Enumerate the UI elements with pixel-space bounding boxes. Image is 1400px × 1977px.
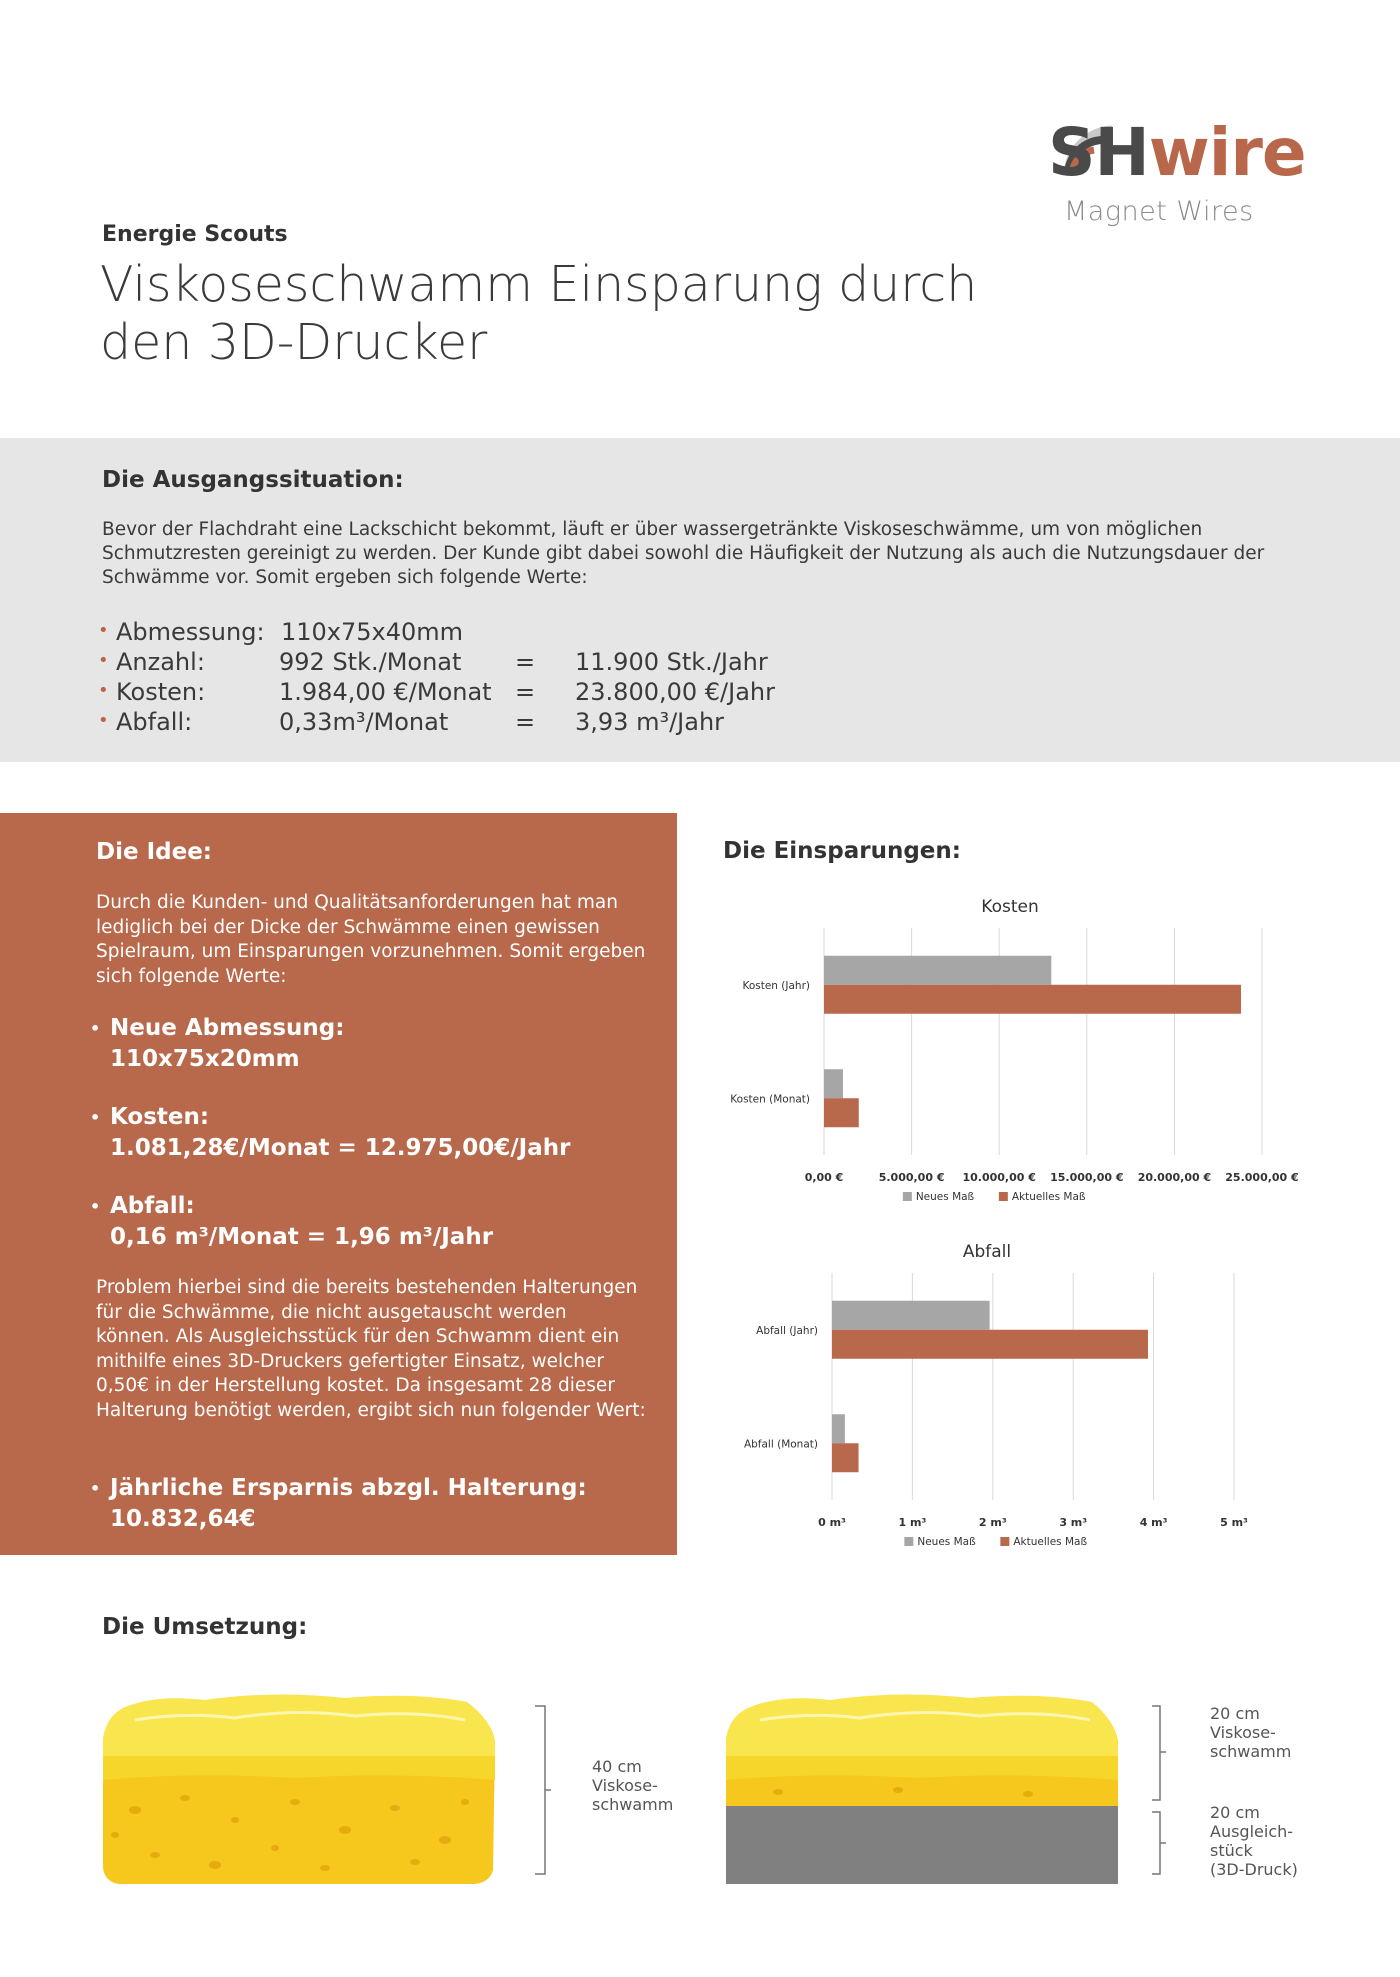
legend-label: Aktuelles Maß bbox=[1011, 1191, 1086, 1203]
bullet-icon: • bbox=[98, 680, 109, 701]
idee-bullet: • Neue Abmessung: 110x75x20mm bbox=[90, 1015, 345, 1072]
kicker: Energie Scouts bbox=[102, 222, 288, 247]
legend-swatch bbox=[1000, 1537, 1009, 1546]
x-tick-label: 2 m³ bbox=[978, 1516, 1007, 1529]
bullet-icon: • bbox=[98, 620, 109, 641]
idee-heading: Die Idee: bbox=[96, 839, 212, 865]
bracket-40cm bbox=[525, 1700, 585, 1880]
row-yearly: 3,93 m³/Jahr bbox=[575, 708, 725, 736]
row-label: Abmessung: bbox=[116, 618, 265, 646]
idee-bullet: • Jährliche Ersparnis abzgl. Halterung: 10.832,64€ bbox=[90, 1475, 587, 1532]
category-label: Kosten (Monat) bbox=[730, 1093, 810, 1106]
x-tick-label: 20.000,00 € bbox=[1137, 1171, 1212, 1184]
bar-aktuelles-mass bbox=[832, 1330, 1148, 1359]
bar-neues-mass bbox=[832, 1414, 845, 1443]
row-monthly: 992 Stk./Monat bbox=[279, 648, 462, 676]
x-tick-label: 3 m³ bbox=[1059, 1516, 1088, 1529]
bar-aktuelles-mass bbox=[824, 1098, 859, 1127]
bar-neues-mass bbox=[824, 956, 1051, 985]
legend-label: Neues Maß bbox=[917, 1536, 976, 1548]
row-monthly: 0,33m³/Monat bbox=[279, 708, 449, 736]
bullet-icon: • bbox=[90, 1197, 101, 1216]
idee-intro: Durch die Kunden- und Qualitätsanforderungen hat man lediglich bei der Dicke der Schwämme einen gewissen Spielraum, um Einsparungen vorzunehmen. Somit ergeben sich folgende Werte: bbox=[96, 892, 646, 987]
bullet-icon: • bbox=[90, 1479, 101, 1498]
bar-aktuelles-mass bbox=[832, 1443, 859, 1472]
sponge-20cm-with-insert bbox=[718, 1690, 1138, 1890]
x-tick-label: 5.000,00 € bbox=[878, 1171, 945, 1184]
x-tick-label: 10.000,00 € bbox=[962, 1171, 1036, 1184]
row-yearly: 23.800,00 €/Jahr bbox=[575, 678, 775, 706]
kosten-chart bbox=[700, 880, 1320, 1210]
logo-wire: wire bbox=[1148, 114, 1306, 191]
umsetzung-heading: Die Umsetzung: bbox=[102, 1614, 308, 1640]
bar-neues-mass bbox=[824, 1069, 843, 1098]
bullet-icon: • bbox=[98, 710, 109, 731]
row-equals: = bbox=[515, 708, 536, 736]
legend-label: Neues Maß bbox=[915, 1191, 975, 1203]
legend-swatch bbox=[999, 1192, 1008, 1201]
bar-aktuelles-mass bbox=[824, 985, 1241, 1014]
category-label: Abfall (Monat) bbox=[743, 1438, 818, 1451]
label-20cm-sponge: 20 cm Viskose- schwamm bbox=[1210, 1704, 1292, 1761]
idee-bullet: • Abfall: 0,16 m³/Monat = 1,96 m³/Jahr bbox=[90, 1193, 494, 1250]
category-label: Kosten (Jahr) bbox=[742, 979, 810, 992]
row-equals: = bbox=[515, 678, 536, 706]
legend-swatch bbox=[903, 1192, 912, 1201]
x-tick-label: 0 m³ bbox=[818, 1516, 846, 1529]
label-20cm-insert: 20 cm Ausgleich- stück (3D-Druck) bbox=[1210, 1803, 1298, 1879]
idee-bullet: • Kosten: 1.081,28€/Monat = 12.975,00€/Jahr bbox=[90, 1104, 571, 1161]
idee-problem: Problem hierbei sind die bereits bestehenden Halterungen für die Schwämme, die nicht ausgetauscht werden können. Als Ausgleichsstück für den Schwamm dient ein mithilfe eines 3D-Druckers gefertigter Einsatz, welcher 0,50€ in der Herstellung kostet. Da insgesamt 28 dieser Halterung benötigt werden, ergibt sich nun folgender Wert: bbox=[96, 1277, 646, 1421]
row-equals: = bbox=[515, 648, 536, 676]
ausgang-text: Bevor der Flachdraht eine Lackschicht bekommt, läuft er über wassergetränkte Viskoseschwämme, um von möglichen Schmutzresten gereinigt zu werden. Der Kunde gibt dabei sowohl die Häufigkeit der Nutzung als auch die Nutzungsdauer der Schwämme vor. Somit ergeben sich folgende Werte: bbox=[102, 519, 1265, 588]
title-line-2: den 3D-Drucker bbox=[100, 314, 488, 371]
x-tick-label: 5 m³ bbox=[1220, 1516, 1248, 1529]
x-tick-label: 25.000,00 € bbox=[1225, 1171, 1299, 1184]
row-label: Abfall: bbox=[116, 708, 193, 736]
logo-subtitle: Magnet Wires bbox=[1064, 196, 1254, 227]
row-label: Kosten: bbox=[116, 678, 206, 706]
sponge-40cm bbox=[95, 1690, 515, 1890]
bullet-icon: • bbox=[98, 650, 109, 671]
x-tick-label: 1 m³ bbox=[898, 1516, 927, 1529]
page-title bbox=[100, 256, 1000, 372]
row-monthly: 1.984,00 €/Monat bbox=[279, 678, 492, 706]
ausgang-heading: Die Ausgangssituation: bbox=[102, 467, 404, 493]
einsparungen-heading: Die Einsparungen: bbox=[723, 838, 961, 864]
legend-label: Aktuelles Maß bbox=[1013, 1536, 1088, 1548]
row-yearly: 11.900 Stk./Jahr bbox=[575, 648, 768, 676]
idee-panel bbox=[0, 813, 677, 1555]
logo-wordmark bbox=[1048, 114, 1306, 191]
row-monthly: 110x75x40mm bbox=[281, 618, 464, 646]
category-label: Abfall (Jahr) bbox=[756, 1324, 818, 1337]
x-tick-label: 15.000,00 € bbox=[1050, 1171, 1124, 1184]
row-label: Anzahl: bbox=[116, 648, 205, 676]
chart-title: Abfall bbox=[962, 1242, 1012, 1262]
x-tick-label: 0,00 € bbox=[804, 1171, 844, 1184]
label-40cm: 40 cm Viskose- schwamm bbox=[592, 1757, 674, 1814]
bracket-20cm bbox=[1140, 1700, 1200, 1880]
bullet-icon: • bbox=[90, 1019, 101, 1038]
legend-swatch bbox=[904, 1537, 913, 1546]
abfall-chart bbox=[700, 1225, 1320, 1555]
x-tick-label: 4 m³ bbox=[1139, 1516, 1168, 1529]
chart-title: Kosten bbox=[981, 897, 1039, 917]
title-line-1: Viskoseschwamm Einsparung durch bbox=[100, 256, 978, 313]
logo-sh: SH bbox=[1048, 114, 1149, 191]
bar-neues-mass bbox=[832, 1301, 990, 1330]
bullet-icon: • bbox=[90, 1108, 101, 1127]
